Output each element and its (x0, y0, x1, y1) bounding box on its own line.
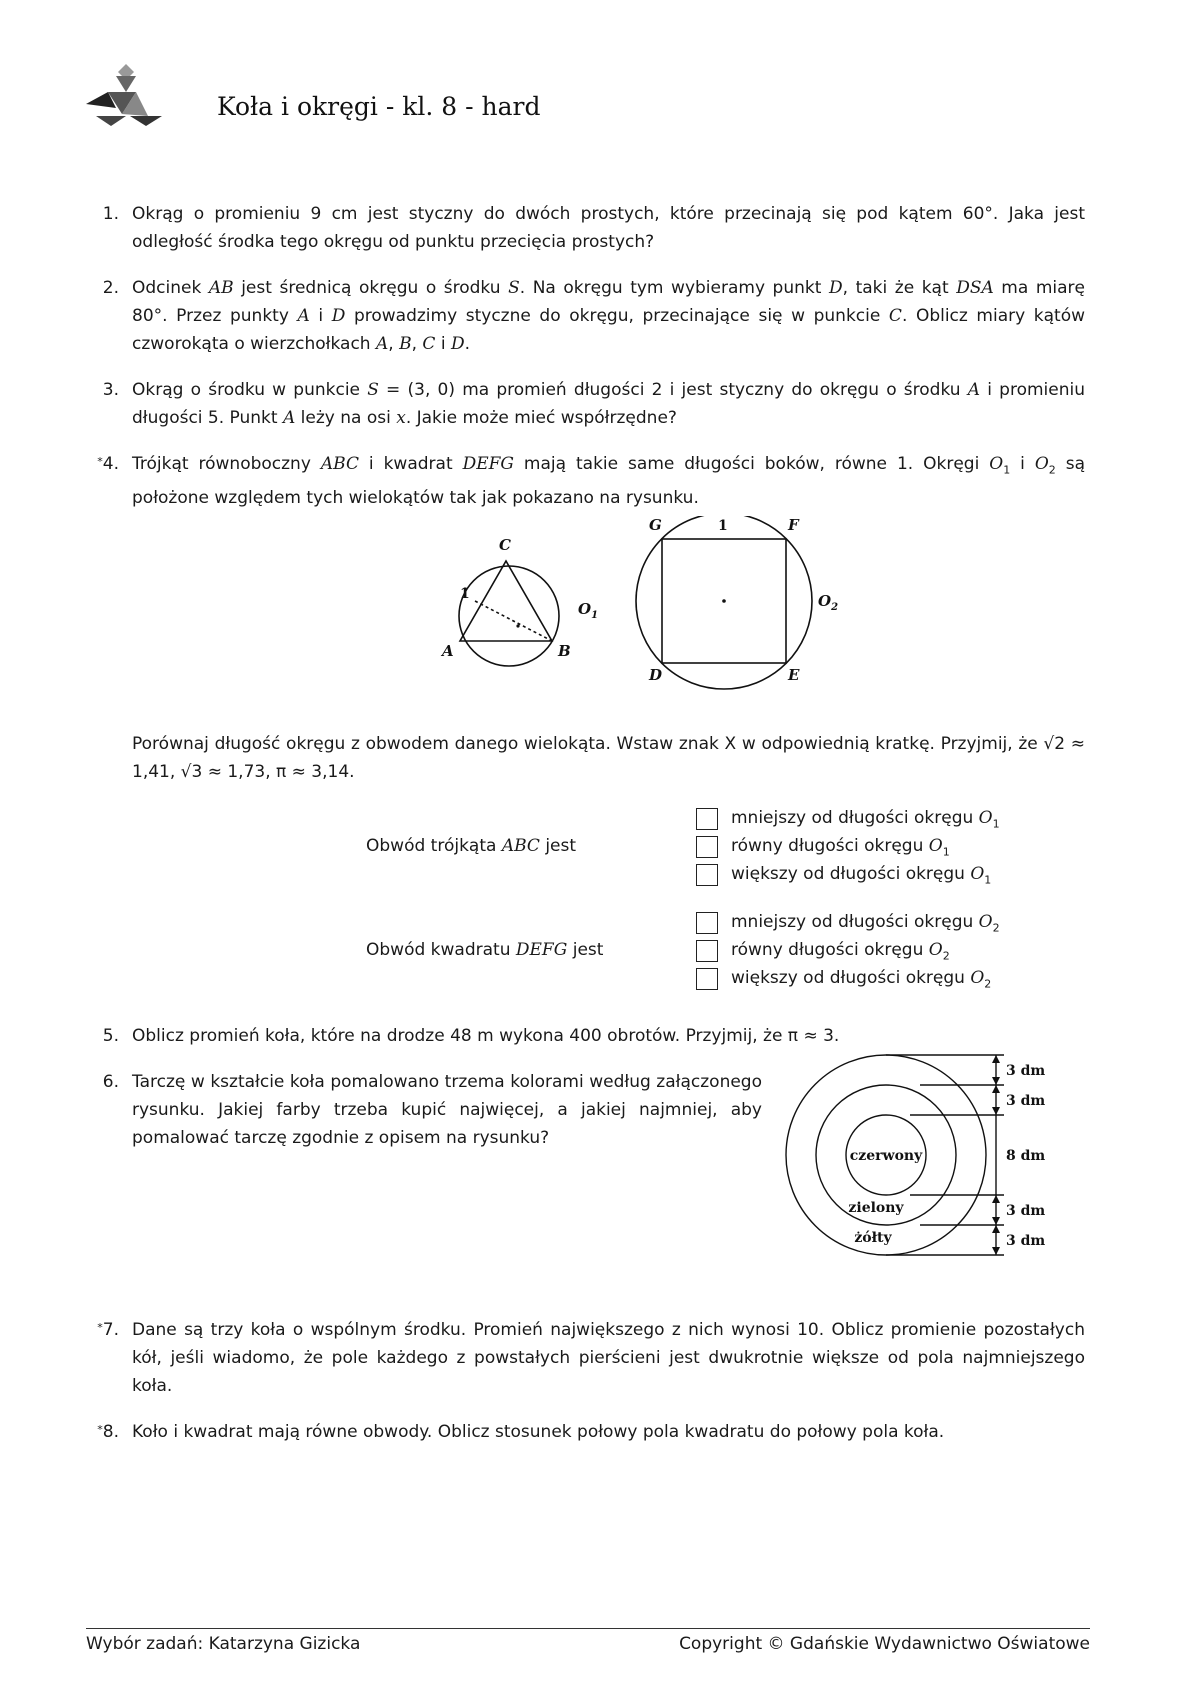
comparison-table (132, 804, 1085, 1004)
checkbox-tri-smaller[interactable] (696, 808, 718, 830)
dim-4: 3 dm (1006, 1203, 1046, 1219)
task-3 (87, 376, 1085, 432)
label-G: G (649, 516, 662, 535)
option-sq-smaller: mniejszy od długości okręgu $O_2$ (731, 912, 1000, 935)
task-text: Dane są trzy koła o wspólnym środku. Promień największego z nich wynosi 10. Oblicz promienie pozostałych kół, jeśli wiadomo, że pole każdego z powstałych pierścieni jest dwukrotnie większe od pola najmniejszego koła. (132, 1320, 1085, 1397)
label-A: A (442, 642, 454, 661)
task-text: Trójkąt równoboczny ABC i kwadrat DEFG mają takie same długości boków, równe 1. Okręgi $O_1$ i $O_2$ są położone względem tych wielokątów tak jak pokazano na rysunku. (132, 454, 1086, 509)
footer-divider (86, 1628, 1090, 1629)
triangle-square-circles-figure (402, 516, 962, 716)
task-text: Oblicz promień koła, które na drodze 48 m wykona 400 obrotów. Przyjmij, że π ≈ 3. (132, 1026, 840, 1047)
task4-question: Porównaj długość okręgu z obwodem danego wielokąta. Wstaw znak X w odpowiednią kratkę. Przyjmij, że √2 ≈ 1,41, √3 ≈ 1,73, π ≈ 3,14. (132, 734, 1085, 783)
task4-figure (132, 516, 1130, 716)
task-text: Okrąg o środku w punkcie S = (3, 0) ma promień długości 2 i jest styczny do okręgu o środku A i promieniu długości 5. Punkt A leży na osi x. Jakie może mieć współrzędne? (132, 380, 1085, 428)
label-E: E (788, 666, 800, 685)
label-side-1-triangle: 1 (460, 586, 470, 603)
publisher-logo-icon (86, 64, 170, 136)
task-number: *7. (97, 1320, 119, 1341)
task-number: *8. (97, 1422, 119, 1443)
checkbox-sq-equal[interactable] (696, 940, 718, 962)
label-B: B (558, 642, 571, 661)
task-7 (87, 1316, 1085, 1400)
dim-5: 3 dm (1006, 1233, 1046, 1249)
label-F: F (788, 516, 799, 535)
checkbox-sq-larger[interactable] (696, 968, 718, 990)
option-sq-equal: równy długości okręgu $O_2$ (731, 940, 950, 963)
dim-2: 3 dm (1006, 1093, 1046, 1109)
task-number: 1. (102, 204, 119, 224)
target-figure (770, 1050, 1070, 1260)
task-text: Okrąg o promieniu 9 cm jest styczny do dwóch prostych, które przecinają się pod kątem 60°. Jaka jest odległość środka tego okręgu od punktu przecięcia prostych? (132, 204, 1085, 252)
option-tri-smaller: mniejszy od długości okręgu $O_1$ (731, 808, 1000, 831)
task-2 (87, 274, 1085, 358)
square-label: Obwód kwadratu DEFG jest (366, 940, 604, 961)
task-4 (87, 450, 1085, 1004)
label-O1: $O_1$ (578, 600, 599, 622)
label-O2: $O_2$ (818, 592, 839, 614)
checkbox-sq-smaller[interactable] (696, 912, 718, 934)
checkbox-tri-larger[interactable] (696, 864, 718, 886)
option-tri-equal: równy długości okręgu $O_1$ (731, 836, 950, 859)
label-C: C (499, 536, 511, 555)
checkbox-tri-equal[interactable] (696, 836, 718, 858)
label-green: zielony (848, 1200, 904, 1216)
task-text: Odcinek AB jest średnicą okręgu o środku S. Na okręgu tym wybieramy punkt D, taki że kąt DSA ma miarę 80°. Przez punkty A i D prowadzimy styczne do okręgu, przecinające się w punkcie C. Oblicz miary kątów czworokąta o wierzchołkach A, B, C i D. (132, 278, 1086, 354)
task-number: *4. (97, 454, 119, 474)
footer-copyright: Copyright © Gdańskie Wydawnictwo Oświatowe (679, 1634, 1090, 1654)
footer-author: Wybór zadań: Katarzyna Gizicka (86, 1634, 361, 1654)
task-5 (87, 1022, 1085, 1050)
option-sq-larger: większy od długości okręgu $O_2$ (731, 968, 992, 991)
label-D: D (649, 666, 663, 685)
task-number: 3. (102, 380, 119, 400)
label-side-1-square: 1 (718, 518, 728, 535)
task-1 (87, 200, 1085, 256)
task-number: 2. (102, 278, 119, 298)
label-yellow: żółty (854, 1230, 892, 1246)
task-text: Koło i kwadrat mają równe obwody. Oblicz stosunek połowy pola kwadratu do połowy pola koła. (132, 1422, 945, 1443)
task-8 (87, 1418, 1085, 1446)
label-red: czerwony (849, 1148, 923, 1164)
task-number: 6. (102, 1072, 119, 1093)
dim-3: 8 dm (1006, 1148, 1046, 1164)
triangle-label: Obwód trójkąta ABC jest (366, 836, 577, 857)
task-list (87, 200, 1085, 1464)
task-number: 5. (102, 1026, 119, 1047)
dim-1: 3 dm (1006, 1063, 1046, 1079)
task-text: Tarczę w kształcie koła pomalowano trzema kolorami według załączonego rysunku. Jakiej farby trzeba kupić najwięcej, a jakiej najmniej, aby pomalować tarczę zgodnie z opisem na rysunku? (132, 1072, 762, 1149)
option-tri-larger: większy od długości okręgu $O_1$ (731, 864, 992, 887)
page-title: Koła i okręgi - kl. 8 - hard (217, 92, 541, 121)
